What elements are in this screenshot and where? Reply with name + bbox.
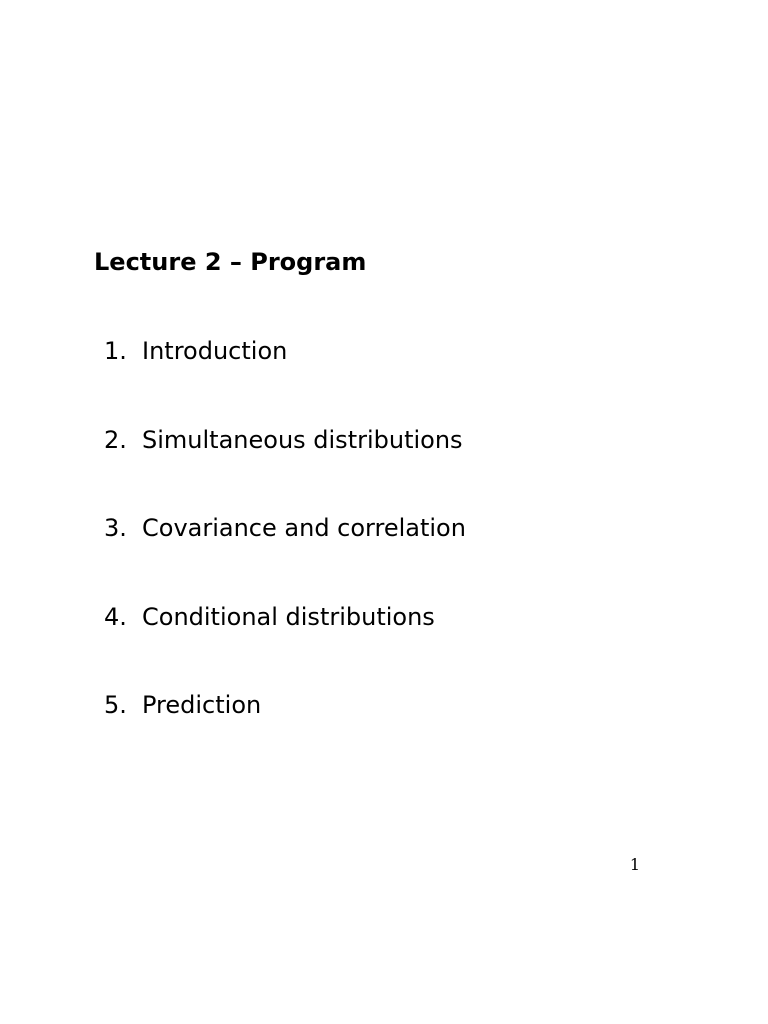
- page-number: 1: [629, 855, 640, 874]
- agenda-item-number: 1.: [104, 337, 127, 365]
- agenda-item-text: Introduction: [142, 337, 288, 365]
- agenda-item-prediction: [104, 687, 466, 776]
- agenda-item-covariance-and-correlation: [104, 510, 466, 599]
- slide-title: Lecture 2 – Program: [94, 248, 367, 276]
- agenda-item-conditional-distributions: [104, 599, 466, 688]
- agenda-item-text: Simultaneous distributions: [142, 425, 463, 454]
- agenda-item-number: 3.: [104, 514, 127, 542]
- agenda-list: [104, 333, 466, 776]
- agenda-item-number: 4.: [104, 602, 127, 631]
- agenda-item-number: 2.: [104, 425, 127, 454]
- agenda-item-text: Covariance and correlation: [142, 514, 466, 542]
- agenda-item-number: 5.: [104, 691, 127, 719]
- agenda-item-text: Prediction: [142, 691, 262, 719]
- agenda-item-simultaneous-distributions: [104, 422, 466, 511]
- agenda-item-introduction: [104, 333, 466, 422]
- agenda-item-text: Conditional distributions: [142, 602, 435, 631]
